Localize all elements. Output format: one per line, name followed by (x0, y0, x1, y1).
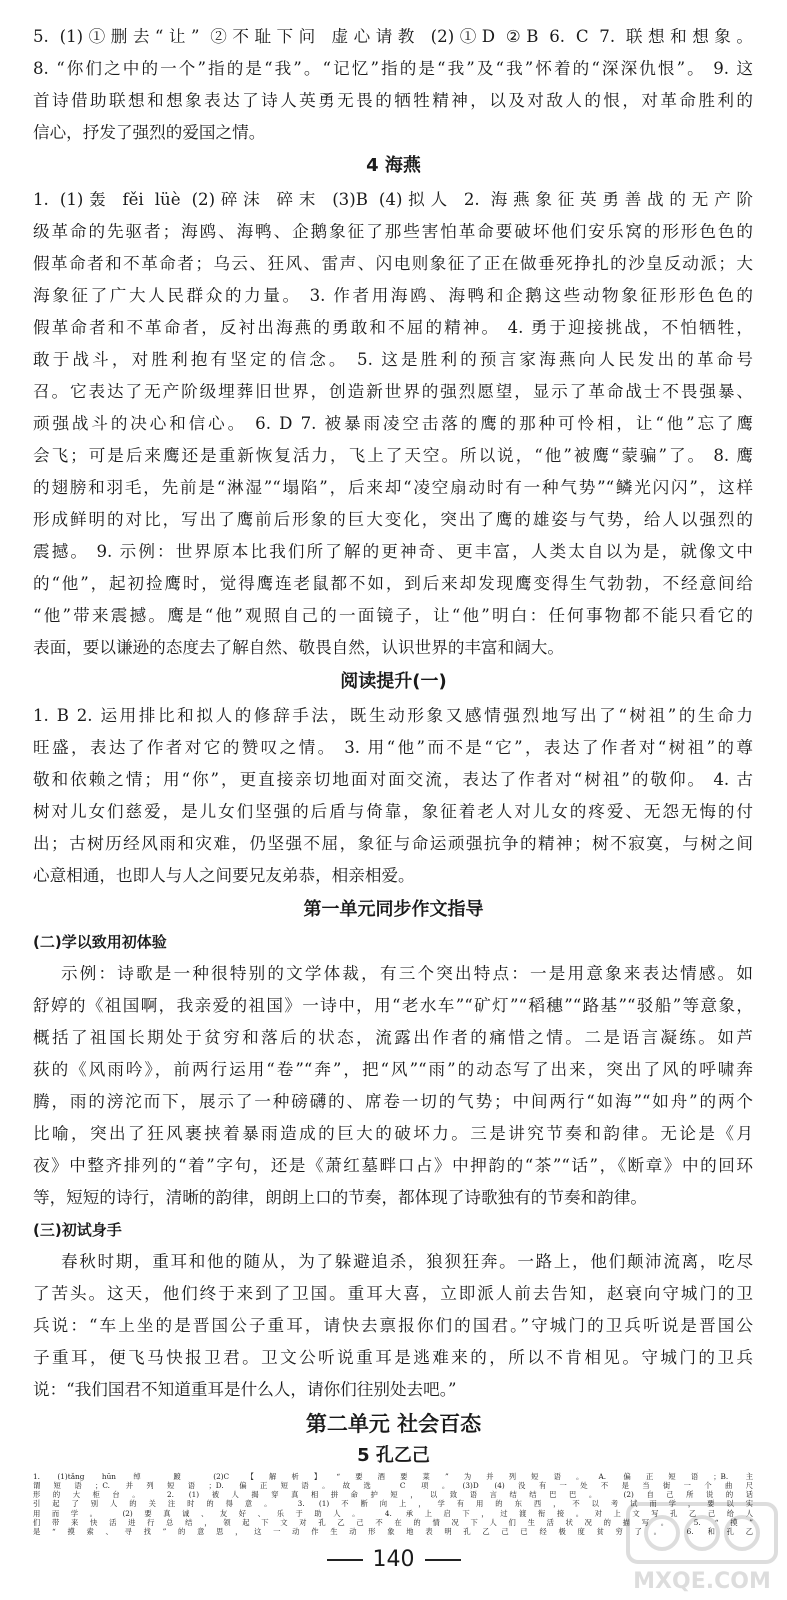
text-line: 假革命者和不革命者，反衬出海燕的勇敢和不屈的精神。 4. 勇于迎接挑战，不怕牺牲， (33, 318, 753, 337)
text-line: 们带来快活进行总结，领起下文对孔乙己不在的情况下人们生活状况的描写。 5. “摸” (33, 1517, 753, 1527)
text-line: 假革命者和不革命者；乌云、狂风、雷声、闪电则象征了正在做垂死挣扎的沙皇反动派；大 (33, 254, 753, 273)
section-heading: 4 海燕 (366, 155, 421, 176)
text-line: 心意相通，也即人与人之间要兄友弟恭，相亲相爱。 (33, 866, 415, 885)
text-line: 谓短语；C. 并列短语；D. 偏正短语。故选 C 项。(3)D (4)没有一处不是当街一个曲尺 (33, 1481, 753, 1491)
text-line: 夜》中整齐排列的“着”字句，还是《萧红墓畔口占》中押韵的“茶”“话”，《断章》中的回环 (33, 1156, 753, 1175)
text-line: 海象征了广大人民群众的力量。 3. 作者用海鸥、海鸭和企鹅这些动物象征形形色色的 (33, 286, 753, 305)
right-dash (425, 1559, 461, 1561)
text-line: 5. (1)①删去“让” ②不耻下问 虚心请教 (2)①D ②B 6. C 7. 联想和想象。 (33, 27, 753, 46)
text-line: 示例：诗歌是一种很特别的文学体裁，有三个突出特点：一是用意象来表达情感。如 (61, 964, 753, 983)
text-line: 春秋时期，重耳和他的随从，为了躲避追杀，狼狈狂奔。一路上，他们颠沛流离，吃尽 (61, 1252, 753, 1271)
left-dash (327, 1559, 363, 1561)
text-line: 旺盛，表达了作者对它的赞叹之情。 3. 用“他”而不是“它”，表达了作者对“树祖”的尊 (33, 738, 753, 757)
text-line: 舒婷的《祖国啊，我亲爱的祖国》一诗中，用“老水车”“矿灯”“稻穗”“路基”“驳船”等意象， (33, 996, 753, 1015)
text-line: 树对儿女们慈爱，是儿女们坚强的后盾与倚靠，象征着老人对儿女的疼爱、无怨无悔的付 (33, 802, 753, 821)
text-line: 概括了祖国长期处于贫穷和落后的状态，流露出作者的痛惜之情。二是语言凝练。如芦 (33, 1028, 753, 1047)
text-line: 等，短短的诗行，清晰的韵律，朗朗上口的节奏，都体现了诗歌独有的节奏和韵律。 (33, 1188, 647, 1207)
text-line: 了苦头。这天，他们终于来到了卫国。重耳大喜，立即派人前去告知，赵衰向守城门的卫 (33, 1284, 753, 1303)
text-line: 兵说：“车上坐的是晋国公子重耳，请快去禀报你们的国君。”守城门的卫兵听说是晋国公 (33, 1316, 753, 1335)
text-line: 敢于战斗，对胜利抱有坚定的信念。 5. 这是胜利的预言家海燕向人民发出的革命号 (33, 350, 753, 369)
text-line: 比喻，突出了狂风裹挟着暴雨造成的巨大的破坏力。三是讲究节奏和韵律。无论是《月 (33, 1124, 753, 1143)
unit-heading: 第二单元 社会百态 (305, 1412, 482, 1436)
section-heading: 阅读提升(一) (340, 671, 447, 692)
text-line: 首诗借助联想和想象表达了诗人英勇无畏的牺牲精神，以及对敌人的恨，对革命胜利的 (33, 91, 753, 110)
text-line: 1. (1)轰 fěi lüè (2)碎沫 碎末 (3)B (4)拟人 2. 海燕象征英勇善战的无产阶 (33, 190, 753, 209)
section-heading: 第一单元同步作文指导 (303, 899, 484, 920)
text-line: 说：“我们国君不知道重耳是什么人，请你们往别处去吧。” (33, 1380, 457, 1399)
text-line: 顽强战斗的决心和信心。 6. D 7. 被暴雨凌空击落的鹰的那种可怜相，让“他”忘了鹰 (33, 414, 753, 433)
text-line: 1. B 2. 运用排比和拟人的修辞手法，既生动形象又感情强烈地写出了“树祖”的生命力 (33, 706, 753, 725)
text-line: 是“摸索、寻找”的意思，这一动作生动形象地表明孔乙己已经极度贫穷了。 6. 和孔乙 (33, 1526, 753, 1536)
text-line: “他”带来震撼。鹰是“他”观照自己的一面镜子，让“他”明白：任何事物都不能只看它的 (33, 606, 753, 625)
text-line: 子重耳，便飞马快报卫君。卫文公听说重耳是逃难来的，所以不肯相见。守城门的卫兵 (33, 1348, 753, 1367)
text-line: 的翅膀和羽毛，先前是“淋湿”“塌陷”，后来却“凌空扇动时有一种气势”“鳞光闪闪”，这样 (33, 478, 753, 497)
text-line: 信心，抒发了强烈的爱国之情。 (33, 123, 266, 142)
text-line: 荻的《风雨吟》，前两行运用“卷”“奔”，把“风”“雨”的动态写了出来，突出了风的呼啸奔 (33, 1060, 753, 1079)
subheading: (三)初试身手 (33, 1221, 122, 1239)
text-line: 表面，要以谦逊的态度去了解自然、敬畏自然，认识世界的丰富和阔大。 (33, 638, 564, 657)
text-line: 敬和依赖之情；用“你”，更直接亲切地面对面交流，表达了作者对“树祖”的敬仰。 4. 古 (33, 770, 753, 789)
text-line: 出；古树历经风雨和灾难，仍坚强不屈，象征与命运顽强抗争的精神；树不寂寞，与树之间 (33, 834, 753, 853)
section-heading: 5 孔乙己 (357, 1445, 430, 1466)
text-line: 腾，雨的滂沱而下，展示了一种磅礴的、席卷一切的气势；中间两行“如海”“如舟”的两个 (33, 1092, 753, 1111)
svg-text:MXQE.COM: MXQE.COM (633, 1569, 771, 1594)
text-line: 震撼。 9. 示例：世界原本比我们所了解的更神奇、更丰富，人类太自以为是，就像文中 (33, 542, 753, 561)
text-line: 引起了别人的关注时的得意。 3. (1)不断向上，学有用的东西，不以考试而学，要以实 (33, 1499, 753, 1509)
text-line: 形成鲜明的对比，写出了鹰前后形象的巨大变化，突出了鹰的雄姿与气势，给人以强烈的 (33, 510, 753, 529)
text-line: 8. “你们之中的一个”指的是“我”。“记忆”指的是“我”及“我”怀着的“深深仇恨”。 9. 这 (33, 59, 753, 78)
text-line: 形的大柜台。 2. (1)被人揭穿真相拼命护短，以致语言结结巴巴。 (2)自己所说的话 (33, 1490, 753, 1500)
text-line: 召。它表达了无产阶级埋葬旧世界，创造新世界的强烈愿望，显示了革命战士不畏强暴、 (33, 382, 753, 401)
text-line: 会飞；可是后来鹰还是重新恢复活力，飞上了天空。所以说，“他”被鹰“蒙骗”了。 8. 鹰 (33, 446, 753, 465)
text-line: 1. (1)tǎng hūn 绰 踱 (2)C 【解析】“要酒要菜”为并列短语。A. 偏正短语；B. 主 (33, 1472, 753, 1481)
text-line: 级革命的先驱者；海鸥、海鸭、企鹅象征了那些害怕革命要破坏他们安乐窝的形形色色的 (33, 222, 753, 241)
text-line: 用而学。 (2)要真诚、友好、乐于助人。 4. 承上启下，过渡衔接。对上文写孔乙己给人 (33, 1508, 753, 1518)
text-line: 的“他”，起初捡鹰时，觉得鹰连老鼠都不如，到后来却发现鹰变得生气勃勃，不经意间给 (33, 574, 753, 593)
subheading: (二)学以致用初体验 (33, 933, 167, 951)
page-number-text: 140 (372, 1547, 415, 1572)
